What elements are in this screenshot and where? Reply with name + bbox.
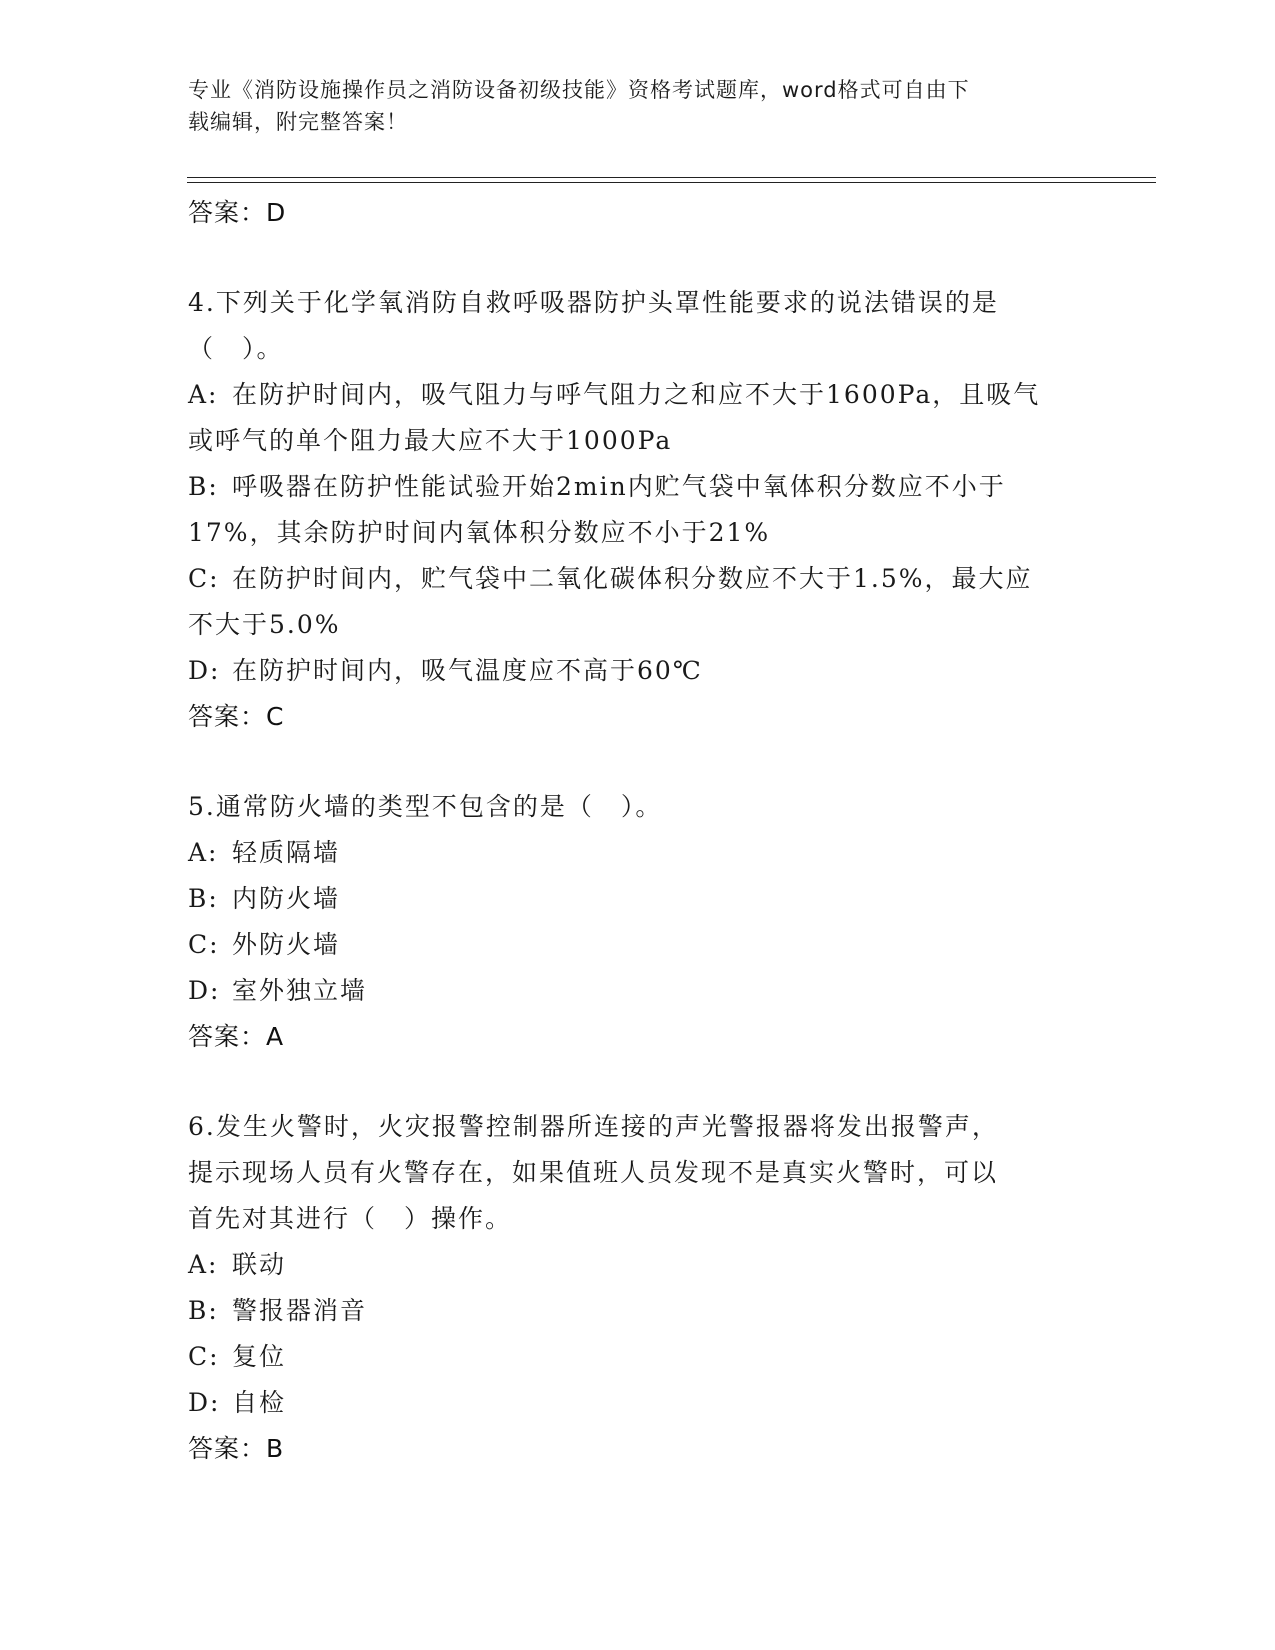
answer-line: 答案：C — [188, 702, 285, 731]
header-line-2: 载编辑，附完整答案！ — [188, 110, 408, 134]
option-key: B: — [188, 472, 219, 501]
header-rule-bottom — [187, 182, 1156, 183]
option-text: 室外独立墙 — [232, 976, 368, 1005]
option-c — [188, 556, 1088, 602]
option-key: D: — [188, 976, 221, 1005]
answer-line: 答案：B — [188, 1434, 285, 1463]
question-stem-line: 6.发生火警时，火灾报警控制器所连接的声光警报器将发出报警声， — [188, 1112, 999, 1141]
option-d — [188, 1380, 1088, 1426]
option-text: 在防护时间内，贮气袋中二氧化碳体积分数应不大于1.5%，最大应 — [232, 564, 1033, 593]
option-text: 在防护时间内，吸气温度应不高于60℃ — [232, 656, 703, 685]
question-stem-line: 首先对其进行（ ）操作。 — [188, 1204, 513, 1233]
option-text: 自检 — [232, 1388, 287, 1417]
option-text: 警报器消音 — [232, 1296, 368, 1325]
option-key: A: — [188, 1250, 219, 1279]
option-b — [188, 464, 1088, 510]
spacer — [188, 1060, 1088, 1104]
header-line-1: 专业《消防设施操作员之消防设备初级技能》资格考试题库，word格式可自由下 — [188, 78, 970, 102]
page-header — [188, 74, 1088, 138]
option-c — [188, 1334, 1088, 1380]
option-text: 轻质隔墙 — [232, 838, 341, 867]
option-key: B: — [188, 1296, 219, 1325]
question-stem-line: （ ）。 — [188, 334, 284, 363]
option-key: D: — [188, 656, 221, 685]
option-c-continued: 不大于5.0% — [188, 610, 341, 639]
question-block-5 — [188, 784, 1088, 1060]
option-key: A: — [188, 380, 219, 409]
answer-previous: 答案：D — [188, 198, 287, 227]
question-list — [188, 190, 1088, 1472]
option-text: 内防火墙 — [232, 884, 341, 913]
option-key: C: — [188, 1342, 220, 1371]
option-d — [188, 648, 1088, 694]
option-c — [188, 922, 1088, 968]
header-rule-top — [187, 177, 1156, 178]
spacer — [188, 236, 1088, 280]
option-text: 外防火墙 — [232, 930, 341, 959]
option-a — [188, 1242, 1088, 1288]
option-text: 复位 — [232, 1342, 287, 1371]
option-b — [188, 876, 1088, 922]
option-d — [188, 968, 1088, 1014]
option-b — [188, 1288, 1088, 1334]
question-stem-line: 提示现场人员有火警存在，如果值班人员发现不是真实火警时，可以 — [188, 1158, 999, 1187]
question-block-4 — [188, 280, 1088, 740]
option-key: C: — [188, 930, 220, 959]
question-stem-line: 5.通常防火墙的类型不包含的是（ ）。 — [188, 792, 663, 821]
option-key: C: — [188, 564, 220, 593]
option-text: 联动 — [232, 1250, 287, 1279]
question-block-6 — [188, 1104, 1088, 1472]
option-key: B: — [188, 884, 219, 913]
option-key: A: — [188, 838, 219, 867]
option-a — [188, 830, 1088, 876]
option-text: 在防护时间内，吸气阻力与呼气阻力之和应不大于1600Pa，且吸气 — [232, 380, 1041, 409]
option-text: 呼吸器在防护性能试验开始2min内贮气袋中氧体积分数应不小于 — [232, 472, 1006, 501]
option-b-continued: 17%，其余防护时间内氧体积分数应不小于21% — [188, 518, 771, 547]
spacer — [188, 740, 1088, 784]
option-a — [188, 372, 1088, 418]
option-a-continued: 或呼气的单个阻力最大应不大于1000Pa — [188, 426, 673, 455]
option-key: D: — [188, 1388, 221, 1417]
answer-line: 答案：A — [188, 1022, 285, 1051]
question-stem-line: 4.下列关于化学氧消防自救呼吸器防护头罩性能要求的说法错误的是 — [188, 288, 999, 317]
